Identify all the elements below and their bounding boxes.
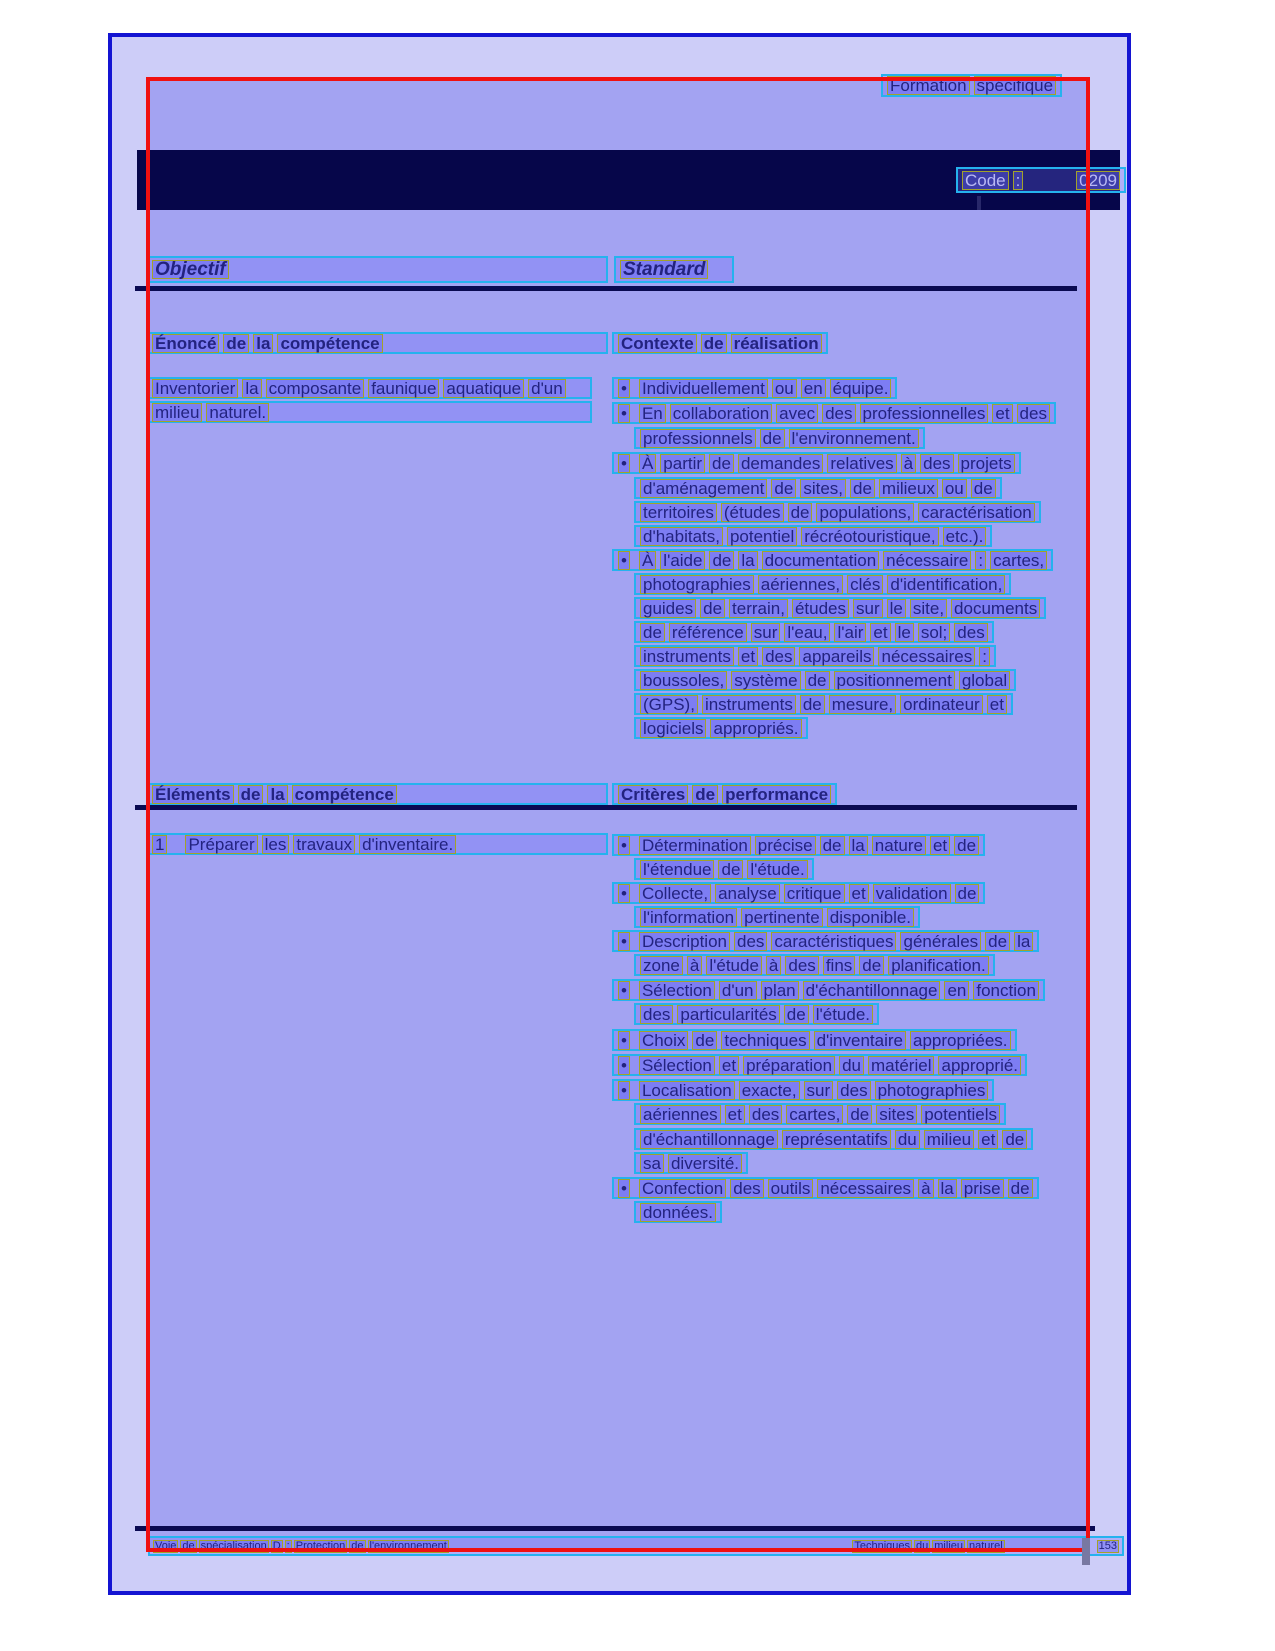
text-cursor	[1082, 1538, 1090, 1565]
word-box: nécessaires	[878, 647, 975, 666]
word-box: l'étude.	[813, 1005, 873, 1024]
word-box: •	[618, 836, 630, 855]
word-box: l'environnement.	[789, 429, 919, 448]
word-box: réalisation	[731, 334, 822, 353]
annotation-red-rect	[146, 77, 1090, 1552]
word-box: d'échantillonnage	[640, 1130, 778, 1149]
word-box: référence	[669, 623, 747, 642]
word-box: plan	[761, 981, 799, 1000]
word-box: spécialisation	[200, 1539, 267, 1552]
word-box: Contexte	[618, 334, 697, 353]
word-box: fins	[823, 956, 855, 975]
word-box: de	[850, 479, 875, 498]
word-box: préparation	[743, 1056, 835, 1075]
word-box: représentatifs	[782, 1130, 891, 1149]
word-box: nature	[872, 836, 926, 855]
word-box: sur	[853, 599, 883, 618]
word-box: de	[985, 932, 1010, 951]
word-box: et	[725, 1105, 745, 1124]
word-box: professionnels	[640, 429, 756, 448]
word-box: du	[839, 1056, 864, 1075]
word-box: appropriées.	[910, 1031, 1011, 1050]
word-box: mesure,	[829, 695, 896, 714]
word-box: naturel.	[206, 403, 269, 422]
word-box: exacte,	[739, 1081, 800, 1100]
word-box: de	[223, 334, 249, 353]
word-box: spécifique	[974, 76, 1057, 95]
word-box: planification.	[888, 956, 989, 975]
footer-page-number	[1096, 1540, 1120, 1553]
word-box: l'étendue	[640, 860, 714, 879]
word-box: en	[944, 981, 969, 1000]
word-box: la	[1014, 932, 1033, 951]
word-box: prise	[961, 1179, 1004, 1198]
word-box: et	[987, 695, 1007, 714]
word-box: caractéristiques	[771, 932, 896, 951]
word-box: l'aide	[660, 551, 705, 570]
word-box: Collecte,	[639, 884, 711, 903]
word-box: terrain,	[729, 599, 788, 618]
word-box: zone	[640, 956, 683, 975]
word-box: de	[182, 1539, 195, 1552]
word-box: •	[618, 884, 630, 903]
word-box: et	[738, 647, 758, 666]
word-box: de	[800, 695, 825, 714]
word-box: de	[805, 671, 830, 690]
word-box: sur	[804, 1081, 834, 1100]
word-box: générales	[900, 932, 981, 951]
word-box: d'un	[528, 379, 566, 398]
word-box: (études	[721, 503, 784, 522]
word-box: :	[979, 647, 990, 666]
word-box: d'aménagement	[640, 479, 767, 498]
word-box: d'inventaire	[814, 1031, 906, 1050]
word-box: en	[801, 379, 826, 398]
word-box: données.	[640, 1203, 716, 1222]
word-box: et	[978, 1130, 998, 1149]
word-box: des	[1017, 404, 1050, 423]
word-box: aériennes,	[758, 575, 843, 594]
word-box: outils	[768, 1179, 814, 1198]
word-box: le	[887, 599, 906, 618]
word-box: milieu	[934, 1539, 963, 1552]
word-box: fonction	[973, 981, 1039, 1000]
word-box: à	[766, 956, 781, 975]
word-box: particularités	[677, 1005, 779, 1024]
word-box: compétence	[292, 785, 397, 804]
word-box: Voie	[155, 1539, 177, 1552]
word-box: :	[1013, 171, 1024, 190]
word-box: de	[709, 454, 734, 473]
word-box: analyse	[715, 884, 780, 903]
word-box: Individuellement	[639, 379, 768, 398]
word-box: aquatique	[443, 379, 524, 398]
word-box: Protection	[295, 1539, 346, 1552]
word-box: positionnement	[834, 671, 955, 690]
word-box: sites	[876, 1105, 917, 1124]
word-box: À	[639, 551, 656, 570]
word-box: Localisation	[639, 1081, 735, 1100]
word-box: Détermination	[639, 836, 751, 855]
word-box: études	[792, 599, 849, 618]
word-box: En	[639, 404, 666, 423]
word-box: populations,	[816, 503, 914, 522]
word-box: •	[618, 1056, 630, 1075]
word-box: appropriés.	[710, 719, 801, 738]
word-box: travaux	[293, 835, 355, 854]
word-box: À	[639, 454, 656, 473]
word-box: récréotouristique,	[801, 527, 938, 546]
word-box: l'information	[640, 908, 737, 927]
word-box: Sélection	[639, 1056, 715, 1075]
word-box: ordinateur	[900, 695, 983, 714]
word-box: et	[930, 836, 950, 855]
word-box: Confection	[639, 1179, 726, 1198]
word-box: Formation	[887, 76, 970, 95]
word-box: Standard	[620, 260, 708, 279]
word-box: avec	[776, 404, 818, 423]
word-box: cartes,	[990, 551, 1047, 570]
word-box: la	[267, 785, 287, 804]
word-box: ou	[942, 479, 967, 498]
word-box: des	[785, 956, 818, 975]
word-box: milieu	[924, 1130, 974, 1149]
word-box: des	[954, 623, 987, 642]
word-box: de	[701, 334, 727, 353]
word-box: 1	[152, 835, 167, 854]
word-box: photographies	[640, 575, 754, 594]
word-box: collaboration	[670, 404, 772, 423]
word-box: Objectif	[152, 260, 229, 279]
word-box: et	[992, 404, 1012, 423]
word-box: instruments	[640, 647, 734, 666]
word-box: partir	[660, 454, 705, 473]
word-box: diversité.	[668, 1154, 742, 1173]
word-box: aériennes	[640, 1105, 721, 1124]
word-box: sites,	[800, 479, 846, 498]
word-box: Inventorier	[152, 379, 238, 398]
word-box: nécessaires	[817, 1179, 914, 1198]
word-box: Code	[962, 171, 1009, 190]
word-box: de	[955, 884, 980, 903]
word-box: de	[820, 836, 845, 855]
word-box: les	[262, 835, 290, 854]
word-box: relatives	[827, 454, 896, 473]
word-box: de	[640, 623, 665, 642]
word-box: 0209	[1076, 171, 1120, 190]
word-box: d'échantillonnage	[803, 981, 941, 1000]
word-box: Choix	[639, 1031, 688, 1050]
word-box: et	[870, 623, 890, 642]
word-box: •	[618, 551, 630, 570]
word-box: de	[692, 785, 718, 804]
word-box: du	[895, 1130, 920, 1149]
word-box: photographies	[875, 1081, 989, 1100]
word-box: etc.).	[943, 527, 987, 546]
word-box: Préparer	[185, 835, 257, 854]
word-box: des	[762, 647, 795, 666]
word-box: à	[918, 1179, 933, 1198]
word-box: précise	[755, 836, 816, 855]
word-box: •	[618, 981, 630, 1000]
word-box: composante	[266, 379, 365, 398]
word-box: validation	[873, 884, 951, 903]
word-box: milieu	[152, 403, 202, 422]
word-box: de	[692, 1031, 717, 1050]
word-box: logiciels	[640, 719, 706, 738]
word-box: guides	[640, 599, 696, 618]
word-box: documents	[951, 599, 1040, 618]
word-box: de	[718, 860, 743, 879]
word-box: des	[822, 404, 855, 423]
word-box: la	[242, 379, 261, 398]
word-box: naturel	[969, 1539, 1003, 1552]
word-box: •	[618, 1031, 630, 1050]
word-box: •	[618, 454, 630, 473]
word-box: faunique	[368, 379, 439, 398]
word-box: du	[916, 1539, 929, 1552]
word-box: d'inventaire.	[359, 835, 456, 854]
word-box: l'étude.	[747, 860, 807, 879]
word-box: l'air	[834, 623, 866, 642]
word-box: clés	[847, 575, 883, 594]
word-box: milieux	[879, 479, 938, 498]
word-box: l'eau,	[784, 623, 830, 642]
word-box: sa	[640, 1154, 664, 1173]
word-box: de	[709, 551, 734, 570]
word-box: de	[971, 479, 996, 498]
word-box: cartes,	[786, 1105, 843, 1124]
word-box: des	[640, 1005, 673, 1024]
word-box: professionnelles	[860, 404, 989, 423]
word-box: le	[895, 623, 914, 642]
word-box: et	[719, 1056, 739, 1075]
word-box: d'habitats,	[640, 527, 723, 546]
word-box: Éléments	[152, 785, 234, 804]
word-box: potentiel	[727, 527, 797, 546]
word-box: système	[731, 671, 800, 690]
word-box: de	[771, 479, 796, 498]
word-box: de	[760, 429, 785, 448]
word-box: et	[849, 884, 869, 903]
word-box: sur	[751, 623, 781, 642]
word-box: disponible.	[827, 908, 914, 927]
word-box: des	[837, 1081, 870, 1100]
word-box: des	[920, 454, 953, 473]
word-box: des	[749, 1105, 782, 1124]
word-box: documentation	[762, 551, 880, 570]
word-box: matériel	[868, 1056, 934, 1075]
word-box: demandes	[738, 454, 823, 473]
word-box: des	[734, 932, 767, 951]
word-box: de	[238, 785, 264, 804]
word-box: pertinente	[741, 908, 823, 927]
word-box: •	[618, 379, 630, 398]
word-box: la	[938, 1179, 957, 1198]
word-box: équipe.	[830, 379, 892, 398]
word-box: •	[618, 404, 630, 423]
word-box: D	[272, 1539, 281, 1552]
word-box: de	[784, 1005, 809, 1024]
word-box: territoires	[640, 503, 717, 522]
word-box: de	[1002, 1130, 1027, 1149]
word-box: Description	[639, 932, 730, 951]
word-box: Critères	[618, 785, 688, 804]
word-box: instruments	[702, 695, 796, 714]
word-box: ou	[772, 379, 797, 398]
word-box: •	[618, 1081, 630, 1100]
word-box: de	[351, 1539, 364, 1552]
word-box: approprié.	[938, 1056, 1021, 1075]
word-box: à	[901, 454, 916, 473]
word-box: nécessaire	[883, 551, 971, 570]
word-box: de	[700, 599, 725, 618]
word-box: compétence	[277, 334, 382, 353]
word-box: •	[618, 932, 630, 951]
word-box: la	[738, 551, 757, 570]
word-box: d'identification,	[887, 575, 1005, 594]
word-box: techniques	[721, 1031, 809, 1050]
word-box: :	[975, 551, 986, 570]
word-box: appareils	[799, 647, 874, 666]
word-box: (GPS),	[640, 695, 698, 714]
word-box: 153	[1098, 1539, 1117, 1552]
word-box: de	[1008, 1179, 1033, 1198]
word-box: la	[849, 836, 868, 855]
word-box: des	[730, 1179, 763, 1198]
word-box: de	[847, 1105, 872, 1124]
word-box: de	[954, 836, 979, 855]
word-box: projets	[958, 454, 1015, 473]
word-box: critique	[784, 884, 845, 903]
word-box: sol;	[918, 623, 950, 642]
word-box: d'un	[719, 981, 757, 1000]
word-box: la	[253, 334, 273, 353]
word-box: de	[788, 503, 813, 522]
word-box: Énoncé	[152, 334, 219, 353]
word-box: de	[859, 956, 884, 975]
word-box: l'environnement	[369, 1539, 447, 1552]
word-box: caractérisation	[918, 503, 1035, 522]
word-box: :	[286, 1539, 290, 1552]
word-box: Techniques	[854, 1539, 911, 1552]
word-box: boussoles,	[640, 671, 727, 690]
word-box: Sélection	[639, 981, 715, 1000]
word-box: performance	[722, 785, 831, 804]
word-box: •	[618, 1179, 630, 1198]
word-box: site,	[910, 599, 947, 618]
word-box: global	[959, 671, 1010, 690]
word-box: potentiels	[921, 1105, 1000, 1124]
word-box: l'étude	[706, 956, 762, 975]
word-box: à	[687, 956, 702, 975]
